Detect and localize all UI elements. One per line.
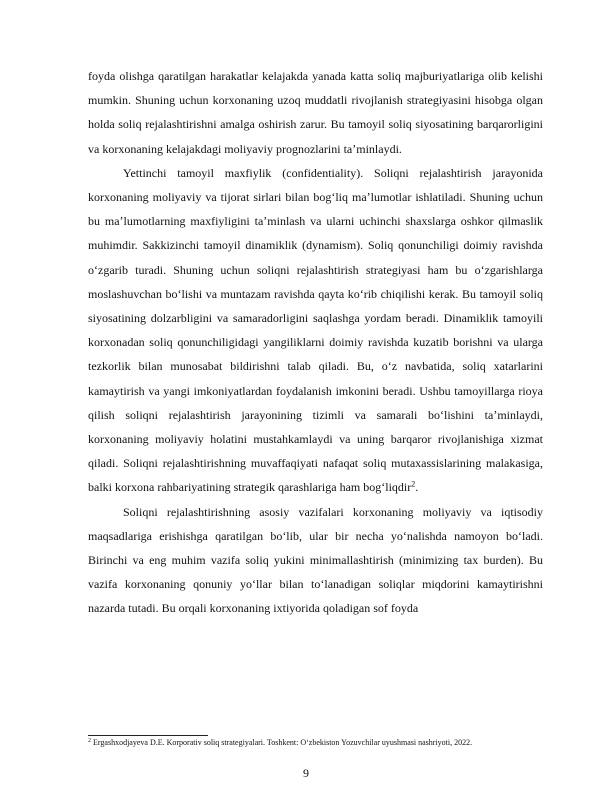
footnote: [88, 737, 558, 748]
paragraph-2-end: .: [415, 480, 419, 495]
paragraph-2: [88, 161, 543, 500]
paragraph-1: foyda olishga qaratilgan harakatlar kelajakda yanada katta soliq majburiyatlariga olib kelishi mumkin. Shuning uchun korxonaning uzoq muddatli rivojlanish strategiyasini hisobga olgan holda soliq rejalashtirishni amalga oshirish zarur. Bu tamoyil soliq siyosatining barqarorligini va korxonaning kelajakdagi moliyaviy prognozlarini taʼminlaydi.: [88, 69, 543, 156]
paragraph-3: Soliqni rejalashtirishning asosiy vazifalari korxonaning moliyaviy va iqtisodiy maqsadlariga erishishga qaratilgan boʻlib, ular bir necha yoʻnalishda namoyon boʻladi. Birinchi va eng muhim vazifa soliq yukini minimallashtirish (minimizing tax burden). Bu vazifa korxonaning qonuniy yoʻllar bilan toʻlanadigan soliqlar miqdorini kamaytirishni nazarda tutadi. Bu orqali korxonaning ixtiyorida qoladigan sof foyda: [88, 504, 543, 616]
page-number: 9: [303, 766, 309, 780]
footnote-divider: [88, 735, 208, 736]
footnote-number: 2: [88, 738, 91, 744]
footnote-reference: 2: [411, 480, 416, 490]
document-body: [88, 64, 543, 621]
footnote-text: Ergashxodjayeva D.E. Korporativ soliq strategiyalari. Toshkent: Oʻzbekiston Yozuvchilar uyushmasi nashriyoti, 2022.: [91, 738, 473, 747]
paragraph-2-text: Yettinchi tamoyil maxfiylik (confidentiality). Soliqni rejalashtirish jarayonida korxonaning moliyaviy va tijorat sirlari bilan bogʻliq maʼlumotlar ishlatiladi. Shuning uchun bu maʼlumotlarning maxfiyligini taʼminlash va ularni uchinchi shaxslarga oshkor qilmaslik muhimdir. Sakkizinchi tamoyil dinamiklik (dynamism). Soliq qonunchiligi doimiy ravishda oʻzgarib turadi. Shuning uchun soliqni rejalashtirish strategiyasi ham bu oʻzgarishlarga moslashuvchan boʻlishi va muntazam ravishda qayta koʻrib chiqilishi kerak. Bu tamoyil soliq siyosatining dolzarbligini va samaradorligini saqlashga yordam beradi. Dinamiklik tamoyili korxonadan soliq qonunchiligidagi yangiliklarni doimiy ravishda kuzatib borishni va ularga tezkorlik bilan munosabat bildirishni talab qiladi. Bu, oʻz navbatida, soliq xatarlarini kamaytirish va yangi imkoniyatlardan foydalanish imkonini beradi. Ushbu tamoyillarga rioya qilish soliqni rejalashtirish jarayonining tizimli va samarali boʻlishini taʼminlaydi, korxonaning moliyaviy holatini mustahkamlaydi va uning barqaror rivojlanishiga xizmat qiladi. Soliqni rejalashtirishning muvaffaqiyati nafaqat soliq mutaxassislarining malakasiga, balki korxona rahbariyatining strategik qarashlariga ham bogʻliqdir: [88, 165, 543, 495]
